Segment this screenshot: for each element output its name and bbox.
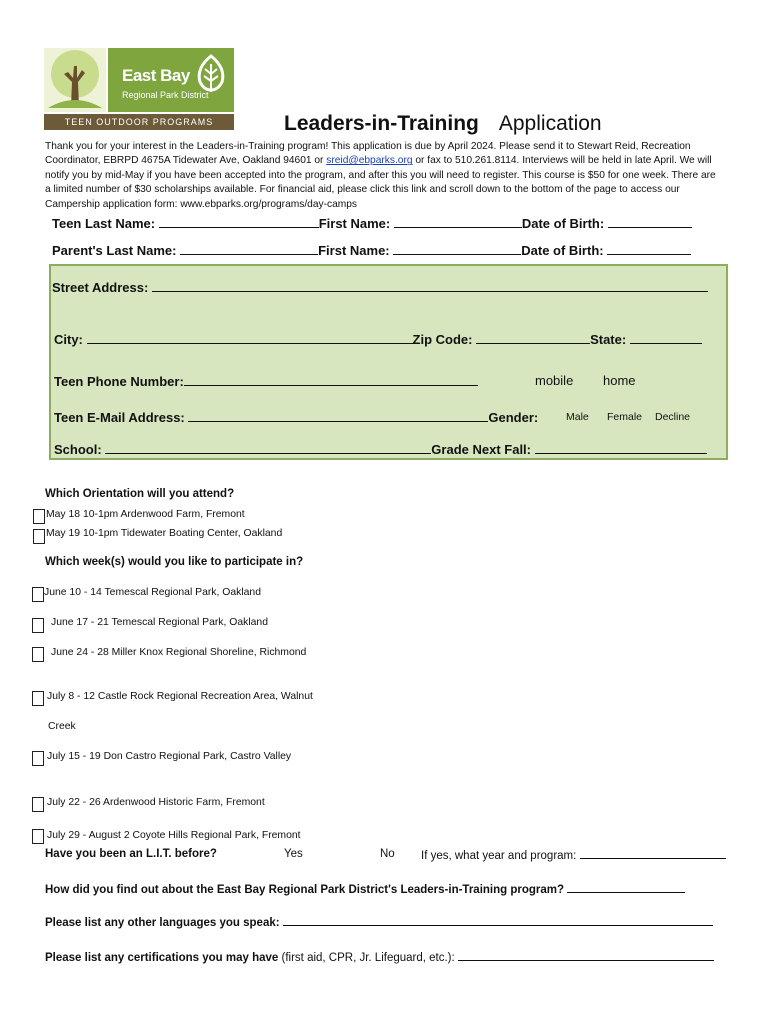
logo-name: East Bay: [122, 66, 190, 85]
email-row: [54, 409, 538, 425]
lit-yes-option[interactable]: Yes: [284, 848, 303, 860]
logo-subname: Regional Park District: [122, 90, 209, 100]
zip-label: Zip Code:: [412, 332, 473, 347]
week-option-7: July 29 - August 2 Coyote Hills Regional Park, Fremont: [47, 830, 301, 841]
week-checkbox-1[interactable]: [32, 587, 44, 602]
orientation-question: Which Orientation will you attend?: [45, 488, 235, 500]
city-field[interactable]: [87, 331, 413, 344]
parent-last-field[interactable]: [180, 242, 318, 255]
city-row: [54, 331, 702, 347]
teen-name-row: [52, 215, 692, 231]
phone-label: Teen Phone Number:: [54, 374, 184, 389]
find-out-field[interactable]: [567, 882, 685, 893]
lit-if-yes-field[interactable]: [580, 848, 726, 859]
logo: [44, 48, 234, 130]
week-option-5: July 15 - 19 Don Castro Regional Park, Castro Valley: [47, 751, 292, 762]
week-option-2: June 17 - 21 Temescal Regional Park, Oakland: [51, 617, 268, 628]
title-normal: Application: [498, 112, 602, 135]
parent-first-field[interactable]: [393, 242, 521, 255]
phone-type-mobile[interactable]: mobile: [535, 373, 574, 388]
phone-field[interactable]: [184, 373, 478, 386]
lit-if-yes-row: [421, 848, 726, 862]
week-checkbox-2[interactable]: [32, 618, 44, 633]
languages-field[interactable]: [283, 915, 713, 926]
teen-dob-field[interactable]: [608, 215, 692, 228]
parent-first-label: First Name:: [318, 243, 390, 258]
city-label: City:: [54, 332, 83, 347]
week-option-6: July 22 - 26 Ardenwood Historic Farm, Fremont: [47, 797, 265, 808]
orientation-checkbox-1[interactable]: [33, 509, 45, 524]
logo-tagline: TEEN OUTDOOR PROGRAMS: [44, 114, 234, 130]
week-option-4-cont: Creek: [48, 721, 76, 732]
certs-field[interactable]: [458, 950, 714, 961]
week-option-1: June 10 - 14 Temescal Regional Park, Oakland: [44, 587, 261, 598]
week-checkbox-6[interactable]: [32, 797, 44, 812]
intro-paragraph: [45, 140, 721, 212]
grade-field[interactable]: [535, 441, 707, 454]
teen-first-label: First Name:: [318, 216, 391, 231]
phone-type-home[interactable]: home: [603, 373, 636, 388]
phone-row: [54, 373, 478, 389]
weeks-question: Which week(s) would you like to participate in?: [45, 556, 304, 568]
gender-decline[interactable]: Decline: [655, 411, 691, 423]
tree-logo-icon: [44, 48, 106, 112]
week-option-3: June 24 - 28 Miller Knox Regional Shoreline, Richmond: [51, 647, 307, 658]
gender-label: Gender:: [488, 410, 539, 425]
lit-if-yes-label: If yes, what year and program:: [421, 850, 577, 862]
week-checkbox-3[interactable]: [32, 647, 44, 662]
parent-dob-label: Date of Birth:: [521, 243, 604, 258]
gender-female[interactable]: Female: [607, 411, 643, 423]
state-label: State:: [590, 332, 627, 347]
gender-male[interactable]: Male: [566, 411, 589, 423]
intro-part2: or fax to 510.261.8114. Interviews will be held in late April. We will notify you by mid-May if you have been accepted into the program, and after this you will need to register. This course is $50 for one week. There are a limited number of $30 scholarships available. For financial aid, please click this link and scroll down to the bottom of the page to access our Campership application form: www.ebparks.org/programs/day-camps: [45, 155, 716, 210]
zip-field[interactable]: [476, 331, 590, 344]
lit-no-option[interactable]: No: [380, 848, 395, 860]
week-checkbox-5[interactable]: [32, 751, 44, 766]
orientation-option-2: May 19 10-1pm Tidewater Boating Center, Oakland: [46, 528, 283, 539]
parent-name-row: [52, 242, 691, 258]
certs-label: Please list any certifications you may have: [45, 952, 279, 964]
teen-first-field[interactable]: [394, 215, 522, 228]
street-label: Street Address:: [52, 280, 149, 295]
find-out-row: [45, 882, 685, 896]
parent-last-label: Parent's Last Name:: [52, 243, 177, 258]
state-field[interactable]: [630, 331, 702, 344]
school-field[interactable]: [105, 441, 431, 454]
street-field[interactable]: [152, 279, 708, 292]
teen-dob-label: Date of Birth:: [521, 216, 605, 231]
school-label: School:: [54, 442, 102, 457]
parent-dob-field[interactable]: [607, 242, 691, 255]
email-field[interactable]: [188, 409, 488, 422]
intro-part1: Thank you for your interest in the Leaders-in-Training program! This application is due by April 2024. Please send it to Stewart Reid, Recreation Coordinator, EBRPD 4675A Tidewater Ave, Oakland 94601 or: [45, 141, 691, 167]
email-link[interactable]: sreid@ebparks.org: [326, 155, 413, 167]
certs-row: [45, 950, 714, 964]
street-row: [52, 279, 708, 295]
grade-label: Grade Next Fall:: [431, 442, 531, 457]
school-row: [54, 441, 707, 457]
languages-row: [45, 915, 713, 929]
week-checkbox-7[interactable]: [32, 829, 44, 844]
lit-before-question: Have you been an L.I.T. before?: [45, 848, 217, 860]
orientation-checkbox-2[interactable]: [33, 529, 45, 544]
languages-label: Please list any other languages you speak:: [45, 917, 280, 929]
orientation-option-1: May 18 10-1pm Ardenwood Farm, Fremont: [46, 509, 245, 520]
week-checkbox-4[interactable]: [32, 691, 44, 706]
leaf-icon: [194, 54, 228, 94]
teen-last-label: Teen Last Name:: [52, 216, 156, 231]
certs-examples: (first aid, CPR, Jr. Lifeguard, etc.):: [281, 952, 455, 964]
week-option-4: July 8 - 12 Castle Rock Regional Recreation Area, Walnut: [47, 691, 313, 702]
email-label: Teen E-Mail Address:: [54, 410, 185, 425]
page-title: [284, 112, 602, 136]
find-out-label: How did you find out about the East Bay Regional Park District's Leaders-in-Training program?: [45, 884, 565, 896]
teen-last-field[interactable]: [159, 215, 319, 228]
title-bold: Leaders-in-Training: [284, 112, 479, 135]
